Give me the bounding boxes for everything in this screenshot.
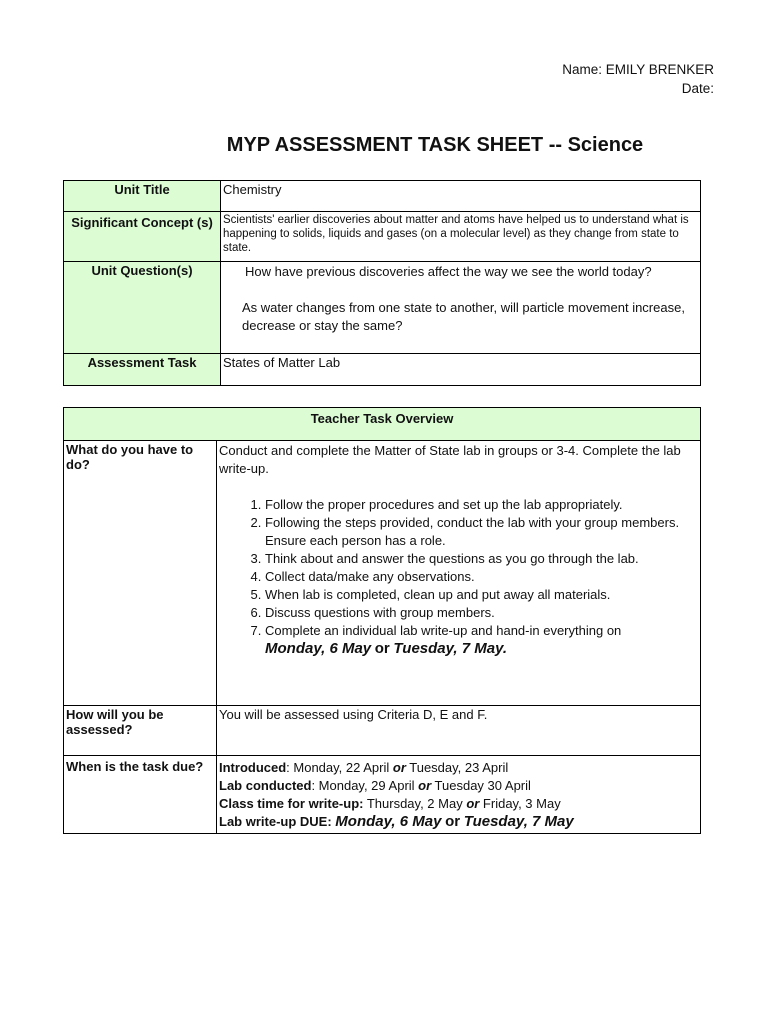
concept-value: Scientists' earlier discoveries about matter and atoms have helped us to understand what is happening to solids, liquids and gases (on a molecular level) as they change from state to state.: [221, 212, 701, 262]
due-conducted: Lab conducted: Monday, 29 April or Tuesday 30 April: [219, 778, 531, 793]
step-7-text: Complete an individual lab write-up and hand-in everything on: [265, 623, 622, 638]
step-item: 5. When lab is completed, clean up and put away all materials.: [265, 586, 698, 604]
due-writeup: Lab write-up DUE: Monday, 6 May or Tuesday, 7 May: [219, 813, 574, 830]
task-label: Assessment Task: [64, 354, 221, 386]
unit-title-value: Chemistry: [221, 181, 701, 212]
concept-row: [64, 212, 701, 262]
overview-heading-row: [64, 408, 701, 441]
overview-heading: Teacher Task Overview: [64, 408, 701, 441]
header-block: [562, 60, 714, 98]
due-introduced: Introduced: Monday, 22 April or Tuesday, 23 April: [219, 760, 509, 775]
concept-label: Significant Concept (s): [64, 212, 221, 262]
assessed-label: How will you be assessed?: [64, 706, 217, 756]
assessed-row: [64, 706, 701, 756]
due-cell: [217, 756, 701, 834]
due-class-time: Class time for write-up: Thursday, 2 May or Friday, 3 May: [219, 796, 561, 811]
deadline-or: or: [374, 640, 390, 657]
unit-info-table: [63, 180, 701, 386]
date-line: Date:: [681, 81, 714, 96]
what-row: [64, 441, 701, 706]
deadline-a: Monday, 6 May: [265, 640, 372, 657]
task-overview-table: [63, 407, 701, 834]
step-item: 4. Collect data/make any observations.: [265, 568, 698, 586]
due-row: [64, 756, 701, 834]
question-label: Unit Question(s): [64, 262, 221, 354]
question-2: As water changes from one state to another, will particle movement increase, decrease or stay the same?: [242, 300, 685, 333]
task-row: [64, 354, 701, 386]
step-item: 2. Following the steps provided, conduct the lab with your group members. Ensure each person has a role.: [265, 514, 698, 550]
assessed-value: You will be assessed using Criteria D, E and F.: [217, 706, 701, 756]
what-intro: Conduct and complete the Matter of State lab in groups or 3-4. Complete the lab write-up.: [219, 443, 681, 476]
deadline-b: Tuesday, 7 May.: [393, 640, 508, 657]
page-title: MYP ASSESSMENT TASK SHEET -- Science: [226, 134, 644, 156]
step-item: 3. Think about and answer the questions as you go through the lab.: [265, 550, 698, 568]
student-name: Name: EMILY BRENKER: [562, 62, 714, 77]
what-label: What do you have to do?: [64, 441, 217, 706]
due-label: When is the task due?: [64, 756, 217, 834]
step-item: 1. Follow the proper procedures and set up the lab appropriately.: [265, 496, 698, 514]
question-row: [64, 262, 701, 354]
step-item: 6. Discuss questions with group members.: [265, 604, 698, 622]
what-cell: [217, 441, 701, 706]
question-cell: [221, 262, 701, 354]
unit-title-row: [64, 181, 701, 212]
step-item: [265, 622, 698, 658]
question-1: How have previous discoveries affect the way we see the world today?: [245, 264, 652, 279]
steps-list: [219, 496, 698, 658]
task-value: States of Matter Lab: [221, 354, 701, 386]
unit-title-label: Unit Title: [64, 181, 221, 212]
